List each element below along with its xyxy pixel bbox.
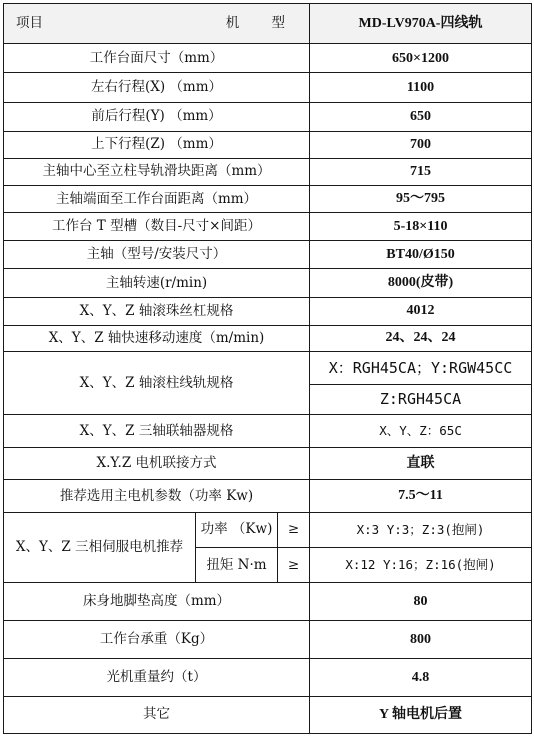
row-label: X.Y.Z 电机联接方式 bbox=[4, 448, 310, 480]
row-label: 主轴端面至工作台面距离（mm） bbox=[4, 185, 310, 212]
row-value: 7.5～11 bbox=[310, 480, 532, 512]
row-value: 715 bbox=[310, 158, 532, 185]
table-row bbox=[4, 696, 532, 733]
row-value: BT40/Ø150 bbox=[310, 241, 532, 269]
row-value: 650×1200 bbox=[310, 44, 532, 73]
row-value: 80 bbox=[310, 583, 532, 621]
row-label: 工作台面尺寸（mm） bbox=[4, 44, 310, 73]
row-value: 4012 bbox=[310, 297, 532, 325]
row-label: 左右行程(X) （mm） bbox=[4, 73, 310, 102]
table-row bbox=[4, 621, 532, 659]
row-label: 前后行程(Y) （mm） bbox=[4, 102, 310, 131]
table-row bbox=[4, 44, 532, 73]
row-value: X、Y、Z：65C bbox=[310, 415, 532, 448]
table-row bbox=[4, 269, 532, 297]
table-row bbox=[4, 583, 532, 621]
row-value: 8000(皮带) bbox=[310, 269, 532, 297]
row-value: Y 轴电机后置 bbox=[310, 696, 532, 733]
row-value: 95～795 bbox=[310, 185, 532, 212]
row-label: 其它 bbox=[4, 696, 310, 733]
table-row bbox=[4, 241, 532, 269]
row-label: 上下行程(Z) （mm） bbox=[4, 131, 310, 158]
row-label: X、Y、Z 轴滚柱线轨规格 bbox=[4, 351, 310, 414]
servo-torque-label: 扭矩 N·m bbox=[196, 547, 278, 582]
row-label: X、Y、Z 轴滚珠丝杠规格 bbox=[4, 297, 310, 325]
row-value: X：RGH45CA；Y:RGW45CC bbox=[310, 351, 532, 384]
table-row bbox=[4, 131, 532, 158]
row-value: 5-18×110 bbox=[310, 213, 532, 241]
header-model-label: 机 型 bbox=[225, 15, 300, 32]
table-row bbox=[4, 185, 532, 212]
table-row bbox=[4, 351, 532, 384]
row-label: 主轴中心至立柱导轨滑块距离（mm） bbox=[4, 158, 310, 185]
table-row bbox=[4, 325, 532, 351]
table-row bbox=[4, 73, 532, 102]
row-label: 床身地脚垫高度（mm） bbox=[4, 583, 310, 621]
row-value: Z:RGH45CA bbox=[310, 384, 532, 414]
table-row bbox=[4, 480, 532, 512]
row-value: 1100 bbox=[310, 73, 532, 102]
table-row bbox=[4, 102, 532, 131]
row-label: X、Y、Z 三相伺服电机推荐 bbox=[4, 512, 196, 582]
header-model: MD-LV970A-四线轨 bbox=[310, 4, 532, 44]
row-value: 直联 bbox=[310, 448, 532, 480]
row-value: 24、24、24 bbox=[310, 325, 532, 351]
row-label: X、Y、Z 轴快速移动速度（m/min) bbox=[4, 325, 310, 351]
table-row bbox=[4, 415, 532, 448]
spec-sheet bbox=[3, 3, 531, 734]
row-label: 光机重量约（t） bbox=[4, 659, 310, 696]
row-label: X、Y、Z 三轴联轴器规格 bbox=[4, 415, 310, 448]
row-label: 推荐选用主电机参数（功率 Kw) bbox=[4, 480, 310, 512]
row-label: 主轴（型号/安装尺寸） bbox=[4, 241, 310, 269]
row-value: 800 bbox=[310, 621, 532, 659]
header-row bbox=[4, 4, 532, 44]
servo-power-value: X:3 Y:3；Z:3(抱闸) bbox=[310, 512, 532, 547]
row-label: 工作台 T 型槽（数目-尺寸×间距） bbox=[4, 213, 310, 241]
row-value: 650 bbox=[310, 102, 532, 131]
servo-power-sym: ≥ bbox=[278, 512, 310, 547]
row-value: 4.8 bbox=[310, 659, 532, 696]
table-row bbox=[4, 659, 532, 696]
table-row bbox=[4, 213, 532, 241]
table-row bbox=[4, 297, 532, 325]
servo-torque-sym: ≥ bbox=[278, 547, 310, 582]
header-label-cell bbox=[4, 4, 310, 44]
servo-power-label: 功率 （Kw) bbox=[196, 512, 278, 547]
table-row bbox=[4, 448, 532, 480]
header-item: 项目 bbox=[16, 15, 43, 32]
row-value: 700 bbox=[310, 131, 532, 158]
row-label: 工作台承重（Kg） bbox=[4, 621, 310, 659]
table-row bbox=[4, 158, 532, 185]
table-row bbox=[4, 512, 532, 547]
row-label: 主轴转速(r/min) bbox=[4, 269, 310, 297]
spec-table bbox=[3, 3, 532, 734]
servo-torque-value: X:12 Y:16；Z:16(抱闸) bbox=[310, 547, 532, 582]
